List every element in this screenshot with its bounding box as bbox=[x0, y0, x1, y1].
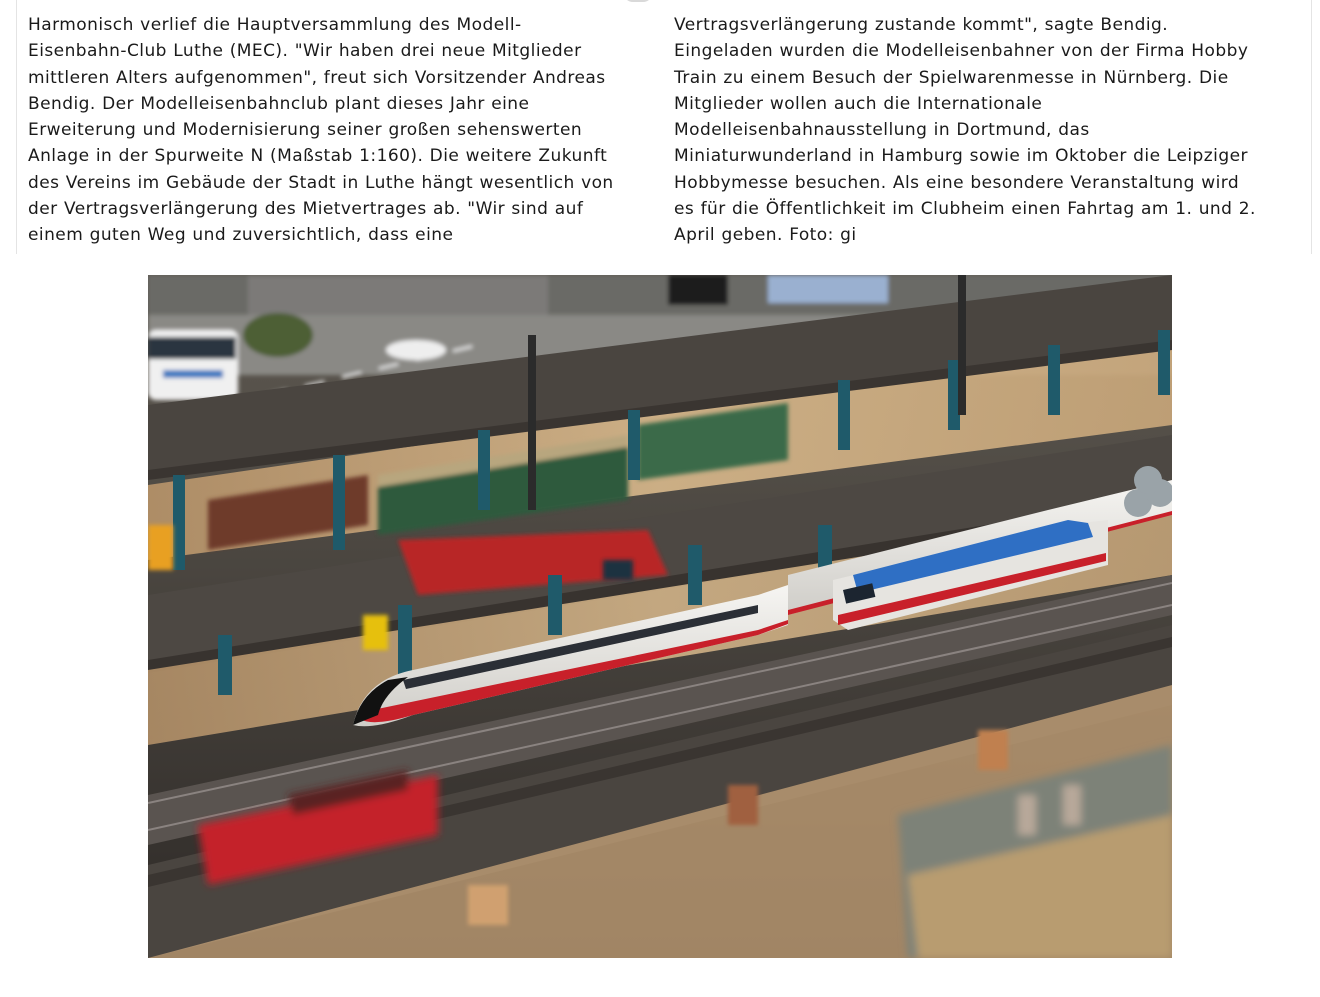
article-text-box bbox=[16, 0, 1312, 254]
model-railway-photo bbox=[148, 275, 1172, 958]
top-decoration bbox=[623, 0, 653, 2]
article-column-left: Harmonisch verlief die Hauptversammlung des Modell- Eisenbahn-Club Luthe (MEC). "Wir haben drei neue Mitglieder mittleren Alters aufgenommen", freut sich Vorsitzender Andreas Bendig. Der Modelleisenbahnclub plant dieses Jahr eine Erweiterung und Modernisierung seiner großen sehenswerten Anlage in der Spurweite N (Maßstab 1:160). Die weitere Zukunft des Vereins im Gebäude der Stadt in Luthe hängt wesentlich von der Vertragsverlängerung des Mietvertrages ab. "Wir sind auf einem guten Weg und zuversichtlich, dass eine bbox=[28, 15, 614, 246]
article-column-right: Vertragsverlängerung zustande kommt", sagte Bendig. Eingeladen wurden die Modelleisenbahner von der Firma Hobby Train zu einem Besuch der Spielwarenmesse in Nürnberg. Die Mitglieder wollen auch die Internationale Modelleisenbahnausstellung in Dortmund, das Miniaturwunderland in Hamburg sowie im Oktober die Leipziger Hobbymesse besuchen. Als eine besondere Veranstaltung wird es für die Öffentlichkeit im Clubheim einen Fahrtag am 1. und 2. April geben. Foto: gi bbox=[674, 15, 1256, 246]
